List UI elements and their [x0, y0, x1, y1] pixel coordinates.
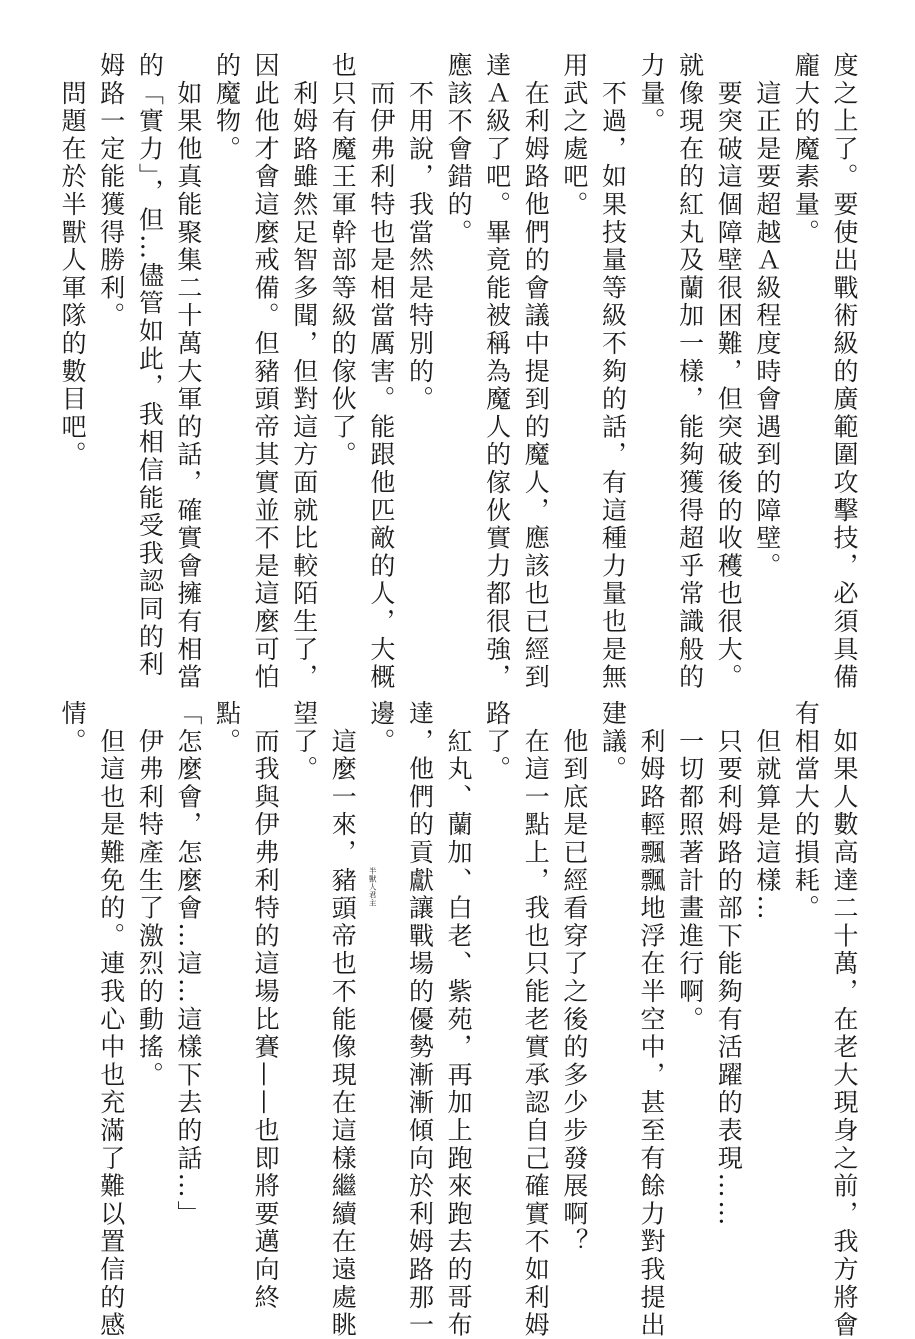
text-line: 點。 [212, 700, 242, 756]
text-line: 如果他真能聚集二十萬大軍的話，確實會擁有相當 [173, 52, 203, 692]
text-line: 龐大的魔素量。 [791, 52, 821, 247]
text-line: 姆路一定能獲得勝利。 [96, 52, 126, 330]
text-line: 達，他們的貢獻讓戰場的優勢漸漸傾向於利姆路那一 [405, 700, 435, 1339]
text-line: 的魔物。 [212, 52, 242, 164]
text-line: 不用說，我當然是特別的。 [405, 52, 435, 414]
text-line: 用武之處吧。 [559, 52, 589, 219]
text-line: 而伊弗利特也是相當厲害。能跟他匹敵的人，大概 [366, 52, 396, 692]
text-line: 就像現在的紅丸及蘭加一樣，能夠獲得超乎常識般的 [675, 52, 705, 692]
text-line: 建議。 [598, 700, 628, 784]
text-line: 他到底是已經看穿了之後的多少步發展啊？ [559, 700, 589, 1256]
text-line: 問題在於半獸人軍隊的數目吧。 [58, 52, 88, 469]
text-line: 但這也是難免的。連我心中也充滿了難以置信的感 [96, 700, 126, 1339]
line-text: 利姆路雖然足智多聞，但對這方面就比較陌生了， [289, 52, 319, 692]
text-line: 力量。 [637, 52, 667, 136]
text-line: 在這一點上，我也只能老實承認自己確實不如利姆 [521, 700, 551, 1339]
text-line: 「怎麼會，怎麼會…這…這樣下去的話…」 [173, 700, 203, 1229]
text-line: 這正是要超越Ａ級程度時會遇到的障壁。 [752, 52, 782, 581]
text-line: 邊。 [366, 700, 396, 756]
text-line: 的「實力」，但…儘管如此，我相信能受我認同的利 [135, 52, 165, 679]
text-line-with-ruby [323, 700, 378, 1339]
text-line: 度之上了。要使出戰術級的廣範圍攻擊技，必須具備 [830, 52, 859, 692]
text-line: 一切都照著計畫進行啊。 [675, 700, 705, 1034]
text-line: 情。 [58, 700, 88, 756]
text-line: 要突破這個障壁很困難，但突破後的收穫也很大。 [714, 52, 744, 692]
text-line: 望了。 [289, 700, 319, 784]
text-line: 只要利姆路的部下能夠有活躍的表現…… [714, 700, 744, 1229]
text-line: 有相當大的損耗。 [791, 700, 821, 923]
text-line: 利姆路輕飄飄地浮在半空中，甚至有餘力對我提出 [637, 700, 667, 1339]
ruby-base: 豬頭帝 半獸人君主 [328, 866, 378, 951]
text-line: 紅丸、蘭加、白老、紫苑，再加上跑來跑去的哥布 [444, 700, 474, 1339]
text-line: 在利姆路他們的會議中提到的魔人，應該也已經到 [521, 52, 551, 692]
text-line: 路了。 [482, 700, 512, 784]
text-line: 也只有魔王軍幹部等級的傢伙了。 [328, 52, 358, 469]
text-line: 伊弗利特產生了激烈的動搖。 [135, 700, 165, 1090]
text-line: 但就算是這樣… [752, 700, 782, 923]
ruby-annotation: 半獸人君主 [368, 866, 378, 907]
text-line: 不過，如果技量等級不夠的話，有這種力量也是無 [598, 52, 628, 692]
lower-text-block [53, 700, 863, 1339]
upper-text-block [53, 52, 863, 692]
line-text: 這麼一來，豬頭帝 半獸人君主 也不能像現在這樣繼續在遠處眺 [328, 700, 357, 1339]
text-line-with-ruby [284, 52, 323, 692]
text-line: 如果人數高達二十萬，在老大現身之前，我方將會 [830, 700, 859, 1339]
text-line: 應該不會錯的。 [444, 52, 474, 247]
text-line: 因此他才會這麼戒備。但豬頭帝其實並不是這麼可怕 [251, 52, 281, 692]
text-line: 而我與伊弗利特的這場比賽——也即將要邁向終 [251, 700, 281, 1312]
text-line: 達Ａ級了吧。畢竟能被稱為魔人的傢伙實力都很強， [482, 52, 512, 692]
